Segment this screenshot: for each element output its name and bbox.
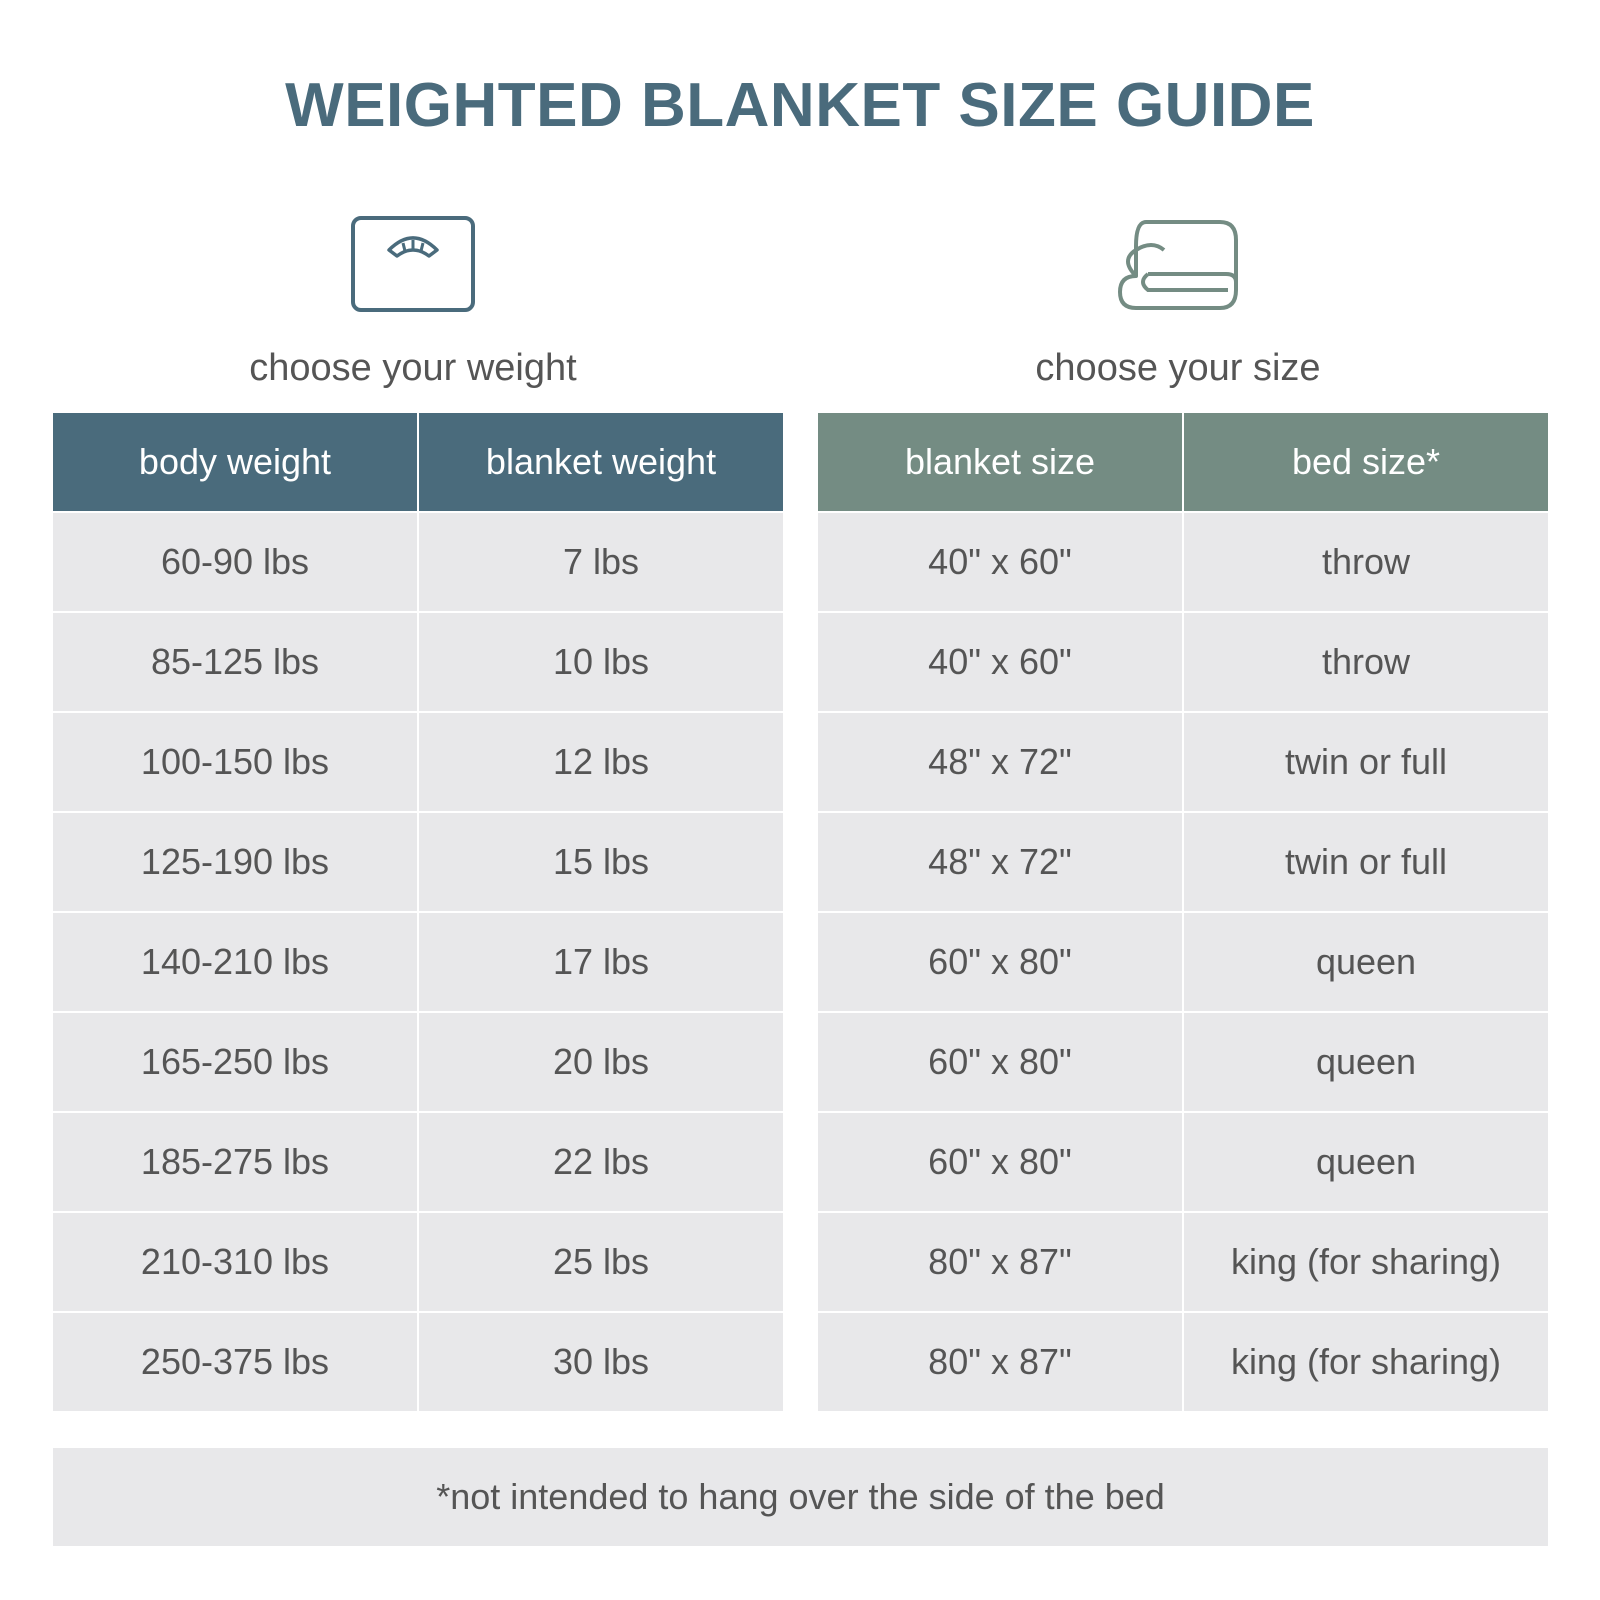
body-weight-cell: 210-310 lbs	[53, 1213, 417, 1311]
header-bed-size: bed size*	[1184, 413, 1548, 511]
blanket-size-cell: 60" x 80"	[818, 1013, 1182, 1111]
footnote: *not intended to hang over the side of the bed	[53, 1448, 1548, 1546]
bed-size-cell: throw	[1184, 513, 1548, 611]
weight-table	[53, 413, 783, 1411]
scale-icon	[343, 210, 483, 320]
body-weight-cell: 85-125 lbs	[53, 613, 417, 711]
bed-size-cell: queen	[1184, 1113, 1548, 1211]
blanket-weight-cell: 20 lbs	[419, 1013, 783, 1111]
blanket-size-cell: 40" x 60"	[818, 613, 1182, 711]
header-blanket-size: blanket size	[818, 413, 1182, 511]
header-blanket-weight: blanket weight	[419, 413, 783, 511]
blanket-weight-cell: 12 lbs	[419, 713, 783, 811]
choose-weight-label: choose your weight	[249, 347, 577, 389]
blanket-weight-cell: 25 lbs	[419, 1213, 783, 1311]
folded-blanket-icon	[1108, 210, 1248, 320]
blanket-size-cell: 80" x 87"	[818, 1313, 1182, 1411]
body-weight-cell: 185-275 lbs	[53, 1113, 417, 1211]
blanket-size-cell: 48" x 72"	[818, 713, 1182, 811]
blanket-weight-cell: 30 lbs	[419, 1313, 783, 1411]
body-weight-cell: 60-90 lbs	[53, 513, 417, 611]
bed-size-cell: twin or full	[1184, 713, 1548, 811]
blanket-size-cell: 60" x 80"	[818, 913, 1182, 1011]
blanket-weight-cell: 17 lbs	[419, 913, 783, 1011]
body-weight-cell: 250-375 lbs	[53, 1313, 417, 1411]
page-title: WEIGHTED BLANKET SIZE GUIDE	[285, 71, 1315, 140]
blanket-size-cell: 60" x 80"	[818, 1113, 1182, 1211]
bed-size-cell: queen	[1184, 913, 1548, 1011]
body-weight-cell: 140-210 lbs	[53, 913, 417, 1011]
bed-size-cell: king (for sharing)	[1184, 1313, 1548, 1411]
body-weight-cell: 100-150 lbs	[53, 713, 417, 811]
bed-size-cell: king (for sharing)	[1184, 1213, 1548, 1311]
bed-size-cell: throw	[1184, 613, 1548, 711]
header-body-weight: body weight	[53, 413, 417, 511]
blanket-weight-cell: 15 lbs	[419, 813, 783, 911]
bed-size-cell: twin or full	[1184, 813, 1548, 911]
blanket-size-cell: 80" x 87"	[818, 1213, 1182, 1311]
blanket-weight-cell: 10 lbs	[419, 613, 783, 711]
blanket-size-cell: 48" x 72"	[818, 813, 1182, 911]
size-section-header	[818, 210, 1538, 392]
bed-size-cell: queen	[1184, 1013, 1548, 1111]
blanket-weight-cell: 7 lbs	[419, 513, 783, 611]
body-weight-cell: 165-250 lbs	[53, 1013, 417, 1111]
size-table	[818, 413, 1548, 1411]
body-weight-cell: 125-190 lbs	[53, 813, 417, 911]
choose-size-label: choose your size	[1035, 347, 1321, 389]
blanket-size-cell: 40" x 60"	[818, 513, 1182, 611]
blanket-weight-cell: 22 lbs	[419, 1113, 783, 1211]
weight-section-header	[53, 210, 773, 392]
